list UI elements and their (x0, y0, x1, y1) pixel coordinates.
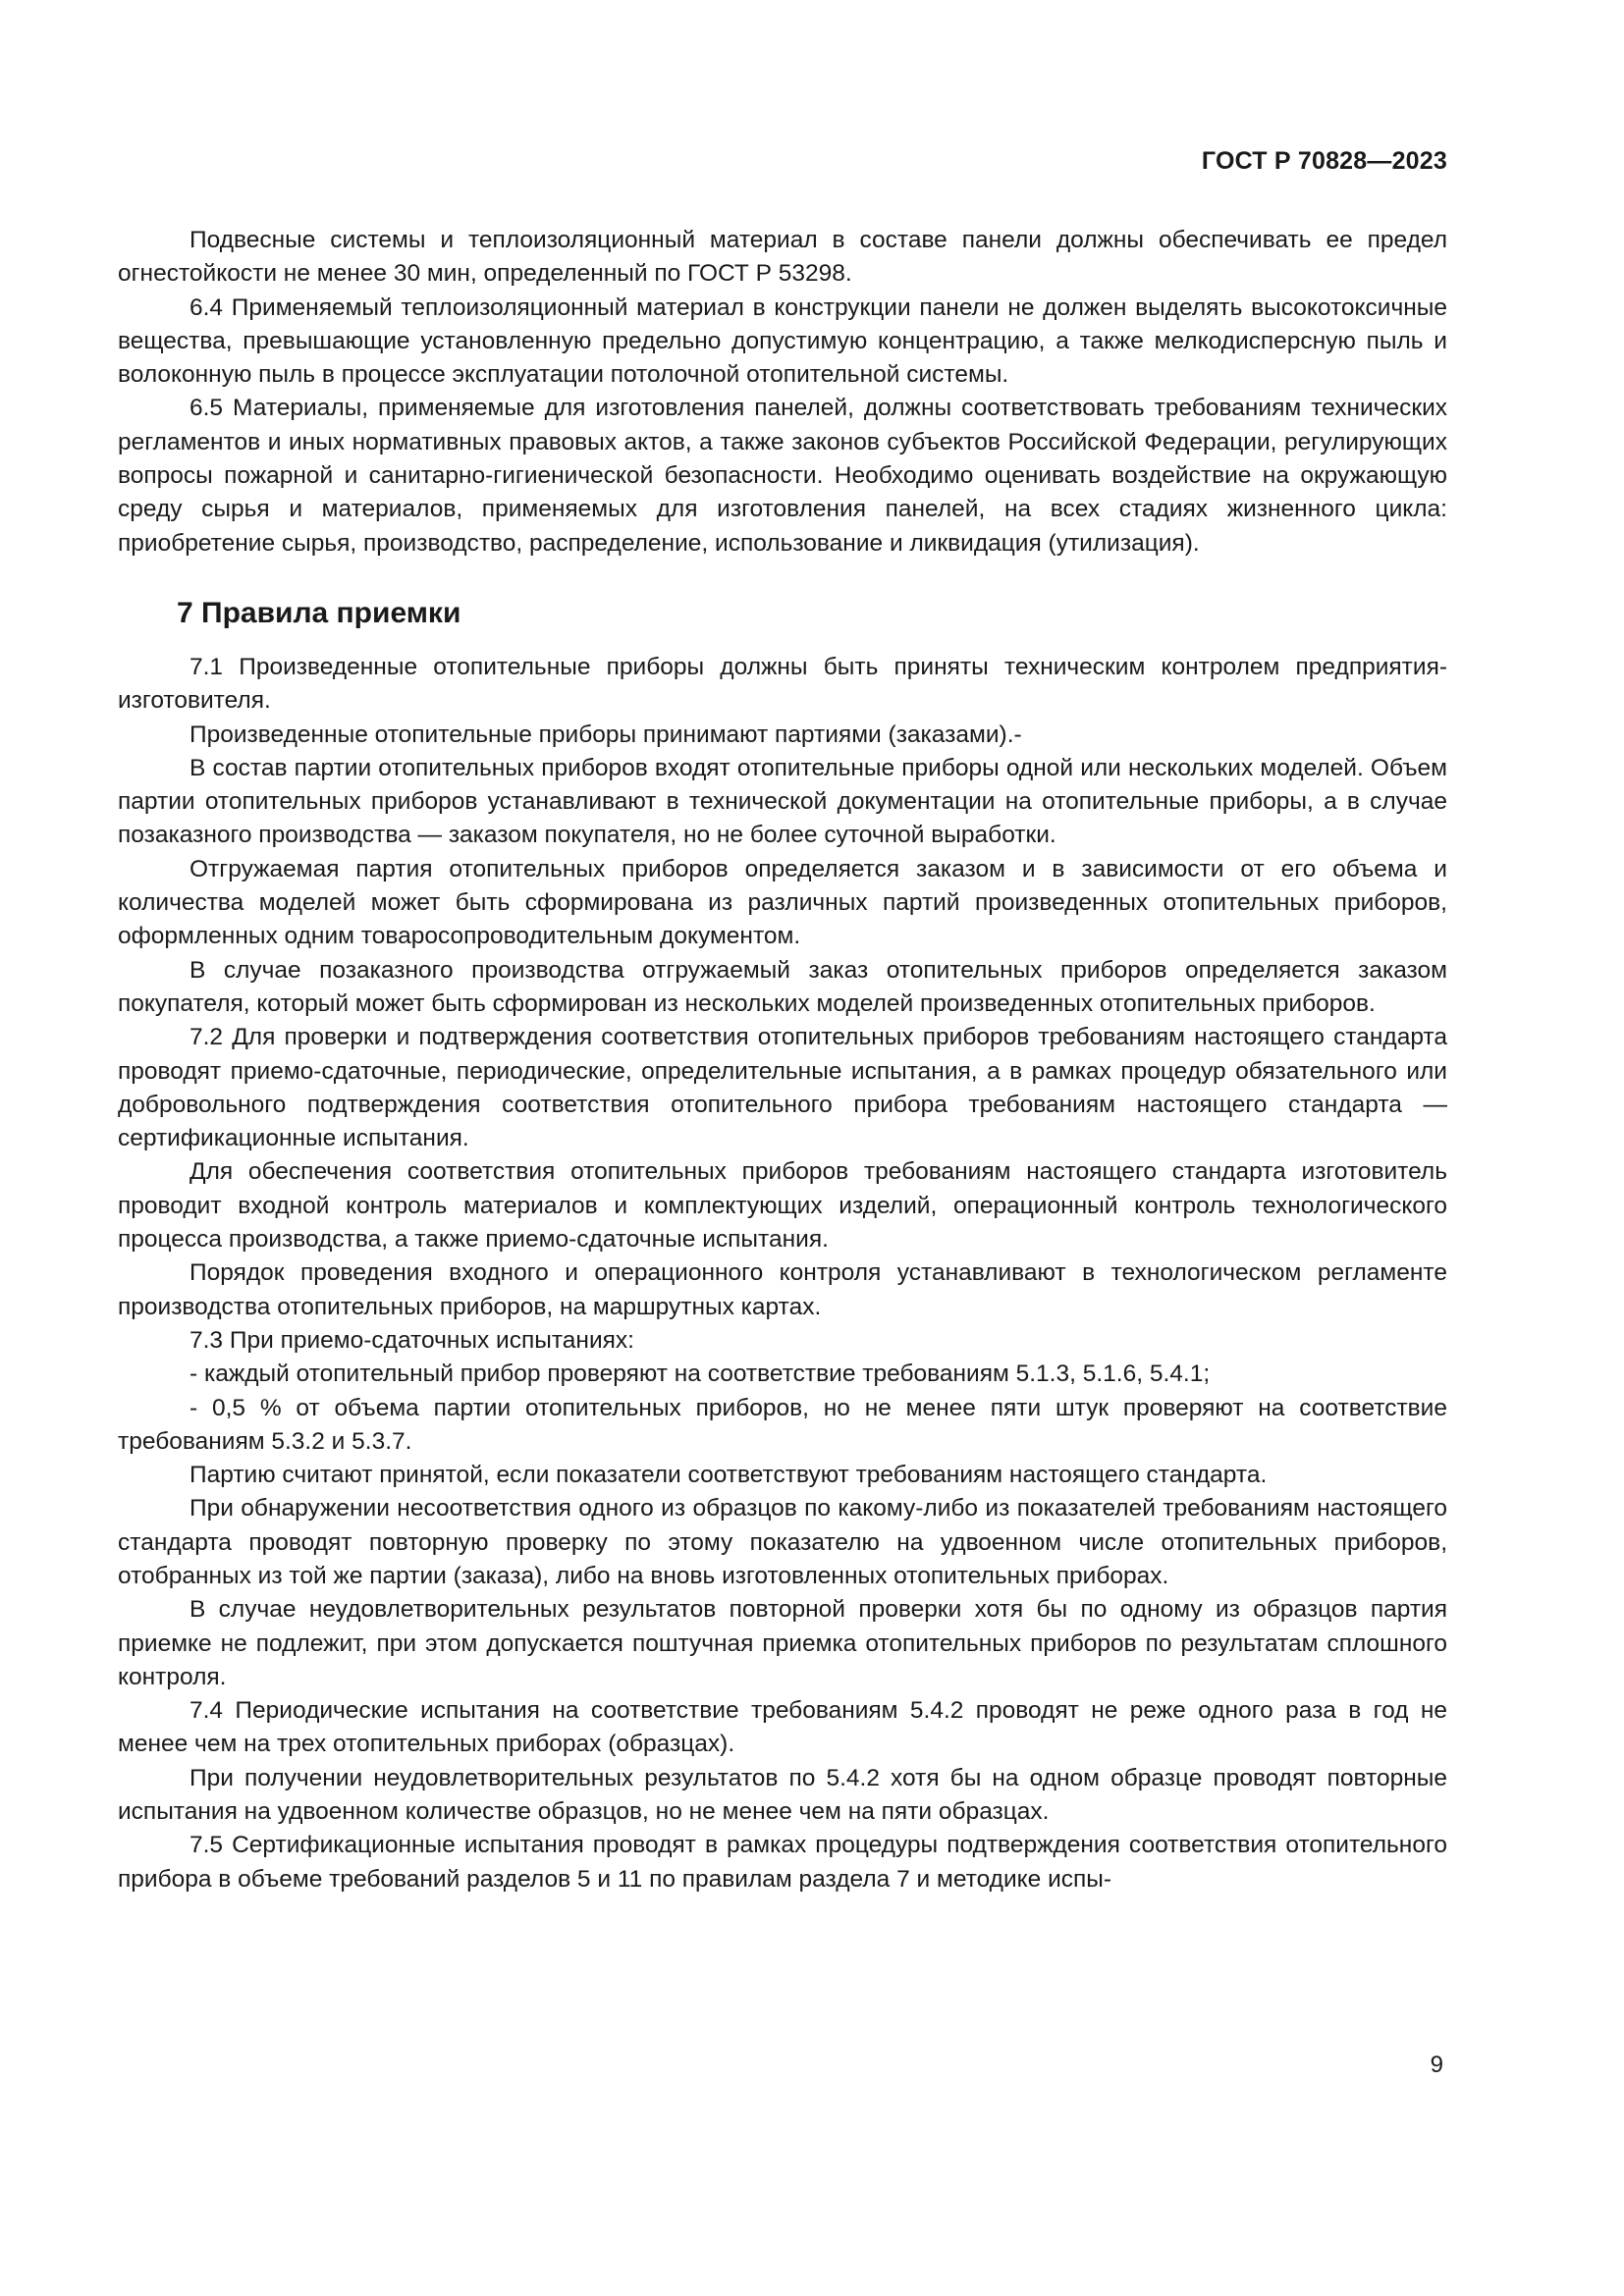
paragraph-7-4: 7.4 Периодические испытания на соответствие требованиям 5.4.2 проводят не реже одного раза в год не менее чем на трех отопительных приборах (образцах). (118, 1697, 1447, 1758)
paragraph-7-1: 7.1 Произведенные отопительные приборы должны быть приняты техническим контролем предприятия-изготовителя. (118, 653, 1447, 715)
paragraph: Порядок проведения входного и операционного контроля устанавливают в технологическом регламенте производства отопительных приборов, на маршрутных картах. (118, 1259, 1447, 1320)
paragraph-6-3-cont: Подвесные системы и теплоизоляционный материал в составе панели должны обеспечивать ее предел огнестойкости не менее 30 мин, определенный по ГОСТ Р 53298. (118, 227, 1447, 288)
paragraph-7-2: 7.2 Для проверки и подтверждения соответствия отопительных приборов требованиям настоящего стандарта проводят приемо-сдаточные, периодические, определительные испытания, а в рамках процедур обязательного или добровольного подтверждения соответствия отопительного прибора требованиям настоящего стандарта — сертификационные испытания. (118, 1024, 1447, 1152)
paragraph: Отгружаемая партия отопительных приборов определяется заказом и в зависимости от его объема и количества моделей может быть сформирована из различных партий произведенных отопительных приборов, оформленных одним товаросопроводительным документом. (118, 855, 1447, 950)
standard-id-header: ГОСТ Р 70828—2023 (1201, 147, 1447, 175)
page-number: 9 (1430, 2052, 1443, 2078)
paragraph: В случае позаказного производства отгружаемый заказ отопительных приборов определяется заказом покупателя, который может быть сформирован из нескольких моделей произведенных отопительных приборов. (118, 956, 1447, 1017)
paragraph: Произведенные отопительные приборы принимают партиями (заказами).- (189, 721, 1022, 748)
paragraph: При обнаружении несоответствия одного из образцов по какому-либо из показателей требованиям настоящего стандарта проводят повторную проверку по этому показателю на удвоенном числе отопительных приборов, отобранных из той же партии (заказа), либо на вновь изготовленных отопительных приборах. (118, 1495, 1447, 1589)
paragraph-6-4: 6.4 Применяемый теплоизоляционный материал в конструкции панели не должен выделять высокотоксичные вещества, превышающие установленную предельно допустимую концентрацию, а также мелкодисперсную пыль и волоконную пыль в процессе эксплуатации потолочной отопительной системы. (118, 294, 1447, 389)
list-item: - каждый отопительный прибор проверяют на соответствие требованиям 5.1.3, 5.1.6, 5.4.1; (189, 1361, 1211, 1388)
paragraph-6-5: 6.5 Материалы, применяемые для изготовления панелей, должны соответствовать требованиям технических регламентов и иных нормативных правовых актов, а также законов субъектов Российской Федерации, регулирующих вопросы пожарной и санитарно-гигиенической безопасности. Необходимо оценивать воздействие на окружающую среду сырья и материалов, применяемых для изготовления панелей, на всех стадиях жизненного цикла: приобретение сырья, производство, распределение, использование и ликвидация (утилизация). (118, 395, 1447, 557)
paragraph: Для обеспечения соответствия отопительных приборов требованиям настоящего стандарта изготовитель проводит входной контроль материалов и комплектующих изделий, операционный контроль технологического процесса производства, а также приемо-сдаточные испытания. (118, 1158, 1447, 1254)
paragraph: В случае неудовлетворительных результатов повторной проверки хотя бы по одному из образцов партия приемке не подлежит, при этом допускается поштучная приемка отопительных приборов по результатам сплошного контроля. (118, 1596, 1447, 1690)
paragraph: В состав партии отопительных приборов входят отопительные приборы одной или нескольких моделей. Объем партии отопительных приборов устанавливают в технической документации на отопительные приборы, а в случае позаказного производства — заказом покупателя, но не более суточной выработки. (118, 754, 1447, 849)
document-body (118, 224, 1447, 1896)
section-7-heading: 7 Правила приемки (177, 596, 461, 629)
paragraph-7-5: 7.5 Сертификационные испытания проводят в рамках процедуры подтверждения соответствия отопительного прибора в объеме требований разделов 5 и 11 по правилам раздела 7 и методике испы- (118, 1832, 1447, 1893)
list-item: - 0,5 % от объема партии отопительных приборов, но не менее пяти штук проверяют на соответствие требованиям 5.3.2 и 5.3.7. (118, 1394, 1447, 1455)
paragraph-7-3: 7.3 При приемо-сдаточных испытаниях: (189, 1326, 634, 1354)
paragraph: При получении неудовлетворительных результатов по 5.4.2 хотя бы на одном образце проводят повторные испытания на удвоенном количестве образцов, но не менее чем на пяти образцах. (118, 1764, 1447, 1826)
paragraph: Партию считают принятой, если показатели соответствуют требованиям настоящего стандарта. (189, 1462, 1268, 1489)
